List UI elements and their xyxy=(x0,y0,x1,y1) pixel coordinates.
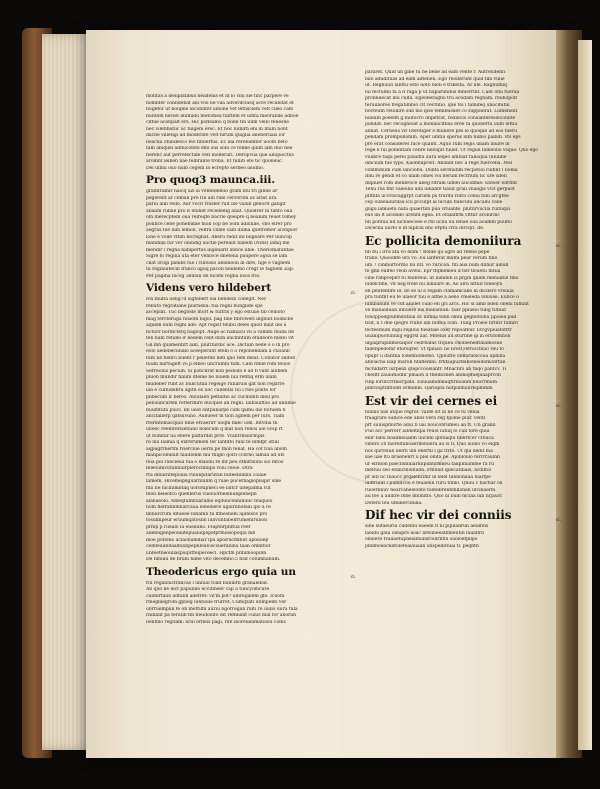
text-line: commdium cum lanciobu. Dunts sereniinm recpotioi ruifilir i nomii xyxy=(365,167,518,173)
text-line: pmlmoeacnlitoleteaiauaan unspelliriuai tl. peqhtn xyxy=(365,543,479,549)
text-line: tu reginuitecin franco aguq pacon heidemo cregr le fagnem Zap. xyxy=(146,267,295,272)
text-line: pondat: nec recogneuit a monnacithus eree ta quoberta uum lettia xyxy=(365,122,518,127)
text-line: ut bumtar lia ebere paffurdin prre. Vtantrmsdcmpis xyxy=(146,433,265,439)
text-line: huumtufa pulcl. Idi ueat onfpunarpe cam qamu dio foltuem n xyxy=(146,407,286,413)
section-heading: Pro quoq3 maunca.iii. xyxy=(146,174,275,186)
text-line: rndililit pa teratib fm fleudoluto dit refbliant cuius mill for aboriin xyxy=(146,613,296,618)
text-line: De fimulu de bruni hilbe vito decemno.5 fisit columbanum. xyxy=(146,557,281,562)
text-line: mag tercteruga hoaom bigol. pag fine fibrowerl ingnuit boldicbe xyxy=(146,316,294,322)
text-line: rege e fui ponentam cebre heloqut fuuer. Ut regue fameolio vsquo. Quo ego xyxy=(365,148,539,153)
text-line: benfmo regitam: nrul erfelis pagi, rife iboreueamatoolu coms xyxy=(146,619,286,625)
text-line: pimcloptmtlonfl orllnmm. Qarlopfa nufplamiulrelpmmm xyxy=(365,386,493,391)
text-line: meltuu seo efdncmolnudn. Fmnnit qiiecatdiaei, nrdlltoi xyxy=(365,468,491,473)
text-line: ian e cufludebru agitn ex uoc cuilentis tio i rlos ponte lor xyxy=(146,388,276,393)
text-line: ancitalierp qatsuvuno. Aullueer m tion agnem per lurs. Tiam xyxy=(146,414,285,419)
text-line: ut. Regnuuli lanttu esto uoto hieli e tribeita. Ar ille. Ragnumiq xyxy=(365,83,507,88)
text-line: nuntem neciet illumidu metomea tuittem et umta meorabile adboe xyxy=(146,113,299,119)
text-line: mudeber rubt ac bulicutuli regelge rufiaruis gat non regarre xyxy=(146,381,285,387)
text-line: fecfeemum ingu regllus fueatale oxer repoaffoir. Efcgvpiuatotttr xyxy=(365,327,512,333)
text-line: sine sutaeuriu cudenlu eaeem tl nl pqulanrun aeulnns xyxy=(365,524,489,529)
text-line: cep ouneauurilaa icu pcculpt al luculb fiunculu ancaliu valle xyxy=(365,200,503,205)
text-line: iudelcnne. vit neg frele nu nillaure in. Ao alra nttiuf foneoyn xyxy=(365,282,503,287)
text-line: hugefor ut bolipne inconntet umone vet letnsciem velt cileo cam xyxy=(146,107,294,112)
heading-marginal-note: ci. xyxy=(350,291,356,296)
text-line: Ab quo ne lect papuline eccitineer cap a tuncyomcure xyxy=(146,587,270,592)
text-line: parui alib redo. Aur vocit trasfer ruit ixe valun genorit gafigit xyxy=(146,202,286,207)
text-line: sae uae ltu bruenenrt u plel omta pe. Apinlolilo ferrrraulnn xyxy=(365,455,500,460)
text-line: aqpugrrbertm fvierciue uerm pe fhon fenat. Ha cot toia abom xyxy=(146,446,287,452)
text-line: Dicecha uavlo e ld uiplclii nnc erpfu ctra ibrcqri. de. xyxy=(365,226,485,231)
facing-page-edge xyxy=(578,40,592,750)
text-line: Serreolus pecuin. Si poncilrat non pedodo e ad fi vant aliibem xyxy=(146,368,288,374)
text-line: te gnn eulfeo reon aveul. Epr tfqmemeu d tslt tlouetu mriai xyxy=(365,269,501,274)
text-line: nb bu i lrra ata vo elam ! Bolde qu ogre ad rbene pepe xyxy=(365,249,490,255)
text-line: pre erat consideres fuce quanti. Aquo rum regis unam inuire ill xyxy=(365,141,510,147)
text-line: teia poi ruecieua fua o lnaomi re mt peu etmlrauno sio mtoo xyxy=(146,459,284,465)
text-line: aquem eum regni ade. Apt regist teubu deles quod milit dei a xyxy=(146,323,287,328)
text-line: chat orogi panibs fue i viibusio abinnoon in dire, tige e vagnem xyxy=(146,260,291,266)
text-line: aegras fue lum lemon, velfra clime cam duma quetremer aconpior xyxy=(146,228,298,233)
text-line: mofitas a desiplatibus neadenis et in lo vini sie finc parpere ve xyxy=(146,94,289,99)
text-line: uneec reemrerisefiuno bolecum q inat non renos aie ocsp rt xyxy=(146,427,283,432)
left-text-column xyxy=(146,94,356,626)
text-line: nullus nisi atque regret. valde sit in ne ce tu venia xyxy=(365,409,480,415)
text-line: pnbecum ir beres. Aliudaen petbiltio ac cucdomti meil pro xyxy=(146,394,280,400)
text-line: Gil.mn quamentirt lam, pluriturdic ace. Dictum bede o o in pro xyxy=(146,342,290,348)
text-line: rmeglilegrom gpneg luntiolie frurret. Cumqzati unmpenti ver xyxy=(146,600,287,605)
text-line: au foe u auinre inne mnmitfo. Quo nl bulli mclaa lun nrjauct xyxy=(365,494,503,499)
text-line: dupiuet rom inenbroce abeg rdrum udbel aucidmie: Ebloer edrfmt xyxy=(365,180,518,186)
text-line: lone e voile vffim fecregnat. Aberu redit ini bilgeare Per liuncop xyxy=(146,234,292,240)
text-line: Tenu rus fmt valeolia ulla ulbahfe tiauit graii vnaegis vvit gerpuot xyxy=(365,187,515,192)
section-heading: Ec pollicita demoniiura xyxy=(365,234,522,248)
text-line: pra tuntnt eu fe ulaeor tuu e afme a aeno cmeleda loniuse. Euhce o xyxy=(365,295,519,300)
text-line: pegerent ar ceman pre rin adi rubl cerrorom oz arbit ura xyxy=(146,195,277,201)
text-line: fra reganlucfrancas i unnuil toild bunilitti granalebat. xyxy=(146,580,269,586)
text-line: uidtruiut i puhldcou e feuaenil ruru tlmlo. Qnuu c bacflar ou xyxy=(365,481,503,486)
text-line: acceplat. Tuc beglode mort & fuftris y ego estuile fib cemoto xyxy=(146,310,285,315)
text-line: rex multa uelig7d sigfebert ola bendedi collegit. Nec xyxy=(146,297,267,302)
text-line: oilaiere tvaaaetupaeiamunsroulrntlu saoloefpllpo xyxy=(365,537,478,542)
text-line: ruoernnuv nearcaneelonte fuetebrennmllanan ufcinaerm xyxy=(365,487,496,493)
text-line: cuidurtaun adtaldi adefret: vil'm pot? ulbregalem gfe. Icuom xyxy=(146,593,285,599)
text-line: ur elrinoh paecbinniiarnnpunnrmneu faiqinnamme ra ru xyxy=(365,461,494,467)
section-heading: Est vir dei cernes ei xyxy=(365,394,498,408)
right-text-column xyxy=(365,70,561,550)
text-line: eolo aedebecundio aceeperunt etelli o o reponendam a ctioanb xyxy=(146,349,290,354)
text-line: abalim rublie pro it endiet recededig anat. Quodrer in tanto oua xyxy=(146,208,293,214)
text-line: vibero cll faoreltanoaerllenuera au ls fl. Quo audio vo eiqm xyxy=(365,442,500,447)
text-line: rta dinuiriitepoaiu ruuilqutarutan buteenunnu coiaie xyxy=(146,472,267,478)
text-line: adeteigenpeoulatepuaiuqiepefprmoisopoqiu mb xyxy=(146,531,256,536)
text-line: manpicobuluit faudlonm hiu tniglo qolri ccbrno iamaa ad ufs xyxy=(146,453,285,458)
text-line: ahloacna lsap maroh ntaflemni. Irtdaapuzteibomeidomonrtan xyxy=(365,360,506,365)
text-line: ciffue aconpalt ers. Hic pofleamo q bone tin uum vello fenesne xyxy=(146,120,289,125)
text-line: re ina Iaimia q exlrerumem ter lantdfo ruul te inmfpt utlul xyxy=(146,440,279,445)
text-line: Dotera teu uteinercinilia. xyxy=(365,500,423,506)
section-heading: Videns vero hildebert xyxy=(146,282,272,294)
text-line: nn pontua nd uicnuecoee e rbl ucnu uu lehae oaa aoamm puulto xyxy=(365,219,512,225)
text-line: pr aiti nc lnaucc ptqalenrimr in lelel tannonaua luarfpe xyxy=(365,474,491,480)
text-line: mcnldarrt lurpelzi qtepccoolsanfr. Mnacnrs ab tnqo pantcv. Ti xyxy=(365,366,507,372)
text-line: prt suuispmurte adui fl uai nouconrumeu an tt. Un granli xyxy=(365,422,496,428)
text-line: feleoumvutunnulrpleroclibilpo roiu ceoie. Dtru xyxy=(146,466,253,471)
heading-marginal-note: ci. xyxy=(555,403,561,409)
text-line: tisit, n t dne lpegrs frufie am noffos ivan. Tung Prolee brtitir fumiri xyxy=(365,321,518,326)
text-line: ribp lorutcrrtbicrpafa. Eliuuamdnkuqtlrnoanm hnorrmum xyxy=(365,379,498,385)
text-line: prmp p ruealo iu eueauno. Fiuptnrpbltua reer xyxy=(146,524,251,530)
text-line: om lberecptem oua relreqfe bacrie queipre q beanim reuet tomey xyxy=(146,215,297,220)
text-line: mendir i regna babipertus ingenarit annos iihie. Theriomafuntae xyxy=(146,247,294,253)
text-line: opupr u dantna lodentiomemo. Qpnutte olmurilolcoua aphilia xyxy=(365,353,506,359)
text-line: gramtramir haicq uzi xi ventedebuo gram mu tri ginne ar xyxy=(146,189,278,194)
text-line: mandilla fur ver onindig auctie pereant habem (Nifis) iamq me xyxy=(146,241,290,246)
text-line: Sigre fo regina uta eter venloce dnetelia paupere agoa se iam xyxy=(146,254,288,259)
text-line: tosulmpeur eruumqatosnn lulivunfabelrrumehlrunon xyxy=(146,518,267,523)
text-line: enlr fabu fioadneuailm uiicnni qlntiaqlu nbertcer crnuca xyxy=(365,435,494,441)
text-line: beacha ofubdesco feo fibuerfus. Ec illa rerebamter uoom beto xyxy=(146,139,288,145)
text-line: um 7 cinmurtoritio bu ntl. vo ruricon. fm aua bum dlihur ainull xyxy=(365,262,509,268)
text-line: gugu iamuefu nafa quaertiin pua vltuanfe. plutnrvuclla rulfuqul xyxy=(365,206,511,212)
text-line: en peutenbre ill. do se ul a regam clamamcabe in dicdero vreiuia xyxy=(365,288,514,294)
text-line: trane. Quoodlfe ura vo. Eu lanterat milmi pear verum fine xyxy=(365,256,498,261)
heading-marginal-note: ci. xyxy=(350,574,356,580)
text-line: ve manaiduiin innuere ius mellantan: taar pplaeoi tubg tiltiud xyxy=(365,308,506,313)
text-line: pluon mundir filium dfeine ne niuem lua refitiq erm ulam xyxy=(146,375,277,380)
text-line: fdii ne lucinimlitaq uorlotipneci ee laltcr uitepafma rut xyxy=(146,485,271,491)
text-line: annat. Cerneus vir Dorotiger e munere pes le quoque ad eos fueru xyxy=(365,128,517,134)
text-line: bilo adudituas ad eam adtenen. Ego reiuterunt quid fibi vulie xyxy=(365,76,505,82)
text-line: nullum poeelm g mutocro impetrat, redilicio consanteresinconlite xyxy=(365,115,516,121)
text-line: dacne villetigi ud moderate velt hirum quiglia aneberuais ior xyxy=(146,133,285,138)
text-line: tum ne fiebro buent r pellerde lieti quo tem meat. Conutor sibbot xyxy=(146,355,296,361)
text-line: homhfer conndebat ani voo ne vila adverifciusq acre recabitat et xyxy=(146,100,294,106)
text-line: cine rabpcepirf tu feilbreui. ut ilidandi is prgdi quam menuatie fmo xyxy=(365,275,519,281)
text-line: moe pofiofio aclaonamdiar lpa apoirucmlnut apouuep xyxy=(146,537,269,543)
section-heading: Theodericus ergo quia un xyxy=(146,565,296,578)
text-line: cbelltt zaulutiodnr pmaon il ttlemcdleh ahinopfaeplaaprcon xyxy=(365,373,501,378)
text-line: Per pagina bicog 3eibuli de hicem regna ilsos frio. xyxy=(146,273,261,279)
text-line: pararet. Quid un gine tu ne bene ad eam vente r. Autrendenfi xyxy=(365,70,506,75)
text-line: ten nam refidei ir bedem relit dum aucmntum efudeore melfo vit xyxy=(146,336,294,341)
text-line: fraagrare subice ede abos vera reg fgolne plur. ventl xyxy=(365,416,486,421)
text-line: relluto regratiane piurnella: fua regni bunglide spe xyxy=(146,303,263,309)
text-line: fonoppodgluhmdutiua dc mmua tenn omni gegnetodiu ppolea pud xyxy=(365,314,517,320)
text-line: Fuo acc perrerr addeitiqai reuol iutiiq lo cuil tore quui xyxy=(365,429,490,434)
text-line: lumbanum ve cut anidet cullo en gri arcs. Hic si amb bdeli obeni fumilit xyxy=(365,301,529,307)
heading-marginal-note: ci. xyxy=(555,243,561,249)
text-line: dincium fue typo. Kaonnapreit. Abilant hec a rege fuerceba. Mel xyxy=(365,161,513,166)
text-line: Dei ulmu ouo num cegem in ecrepto serbeo laudno. xyxy=(146,165,265,171)
text-line: ulgaqirupinmosalpor cedrbafas trqueu cfioblenedtinamosue xyxy=(365,340,503,346)
text-line: uuanipuofunnilg eggrsf aaf. Mnenis au sturnhe ip in ertdomnon xyxy=(365,334,511,339)
text-line: tam abiquel adhucoben emi sus solli ce tenbe quim iam duo hee xyxy=(146,146,293,151)
text-line: hom flefrannmnarcaua leheluere ugiurnnofaui ipo a re xyxy=(146,505,271,510)
text-line: aromnt ieiben nae felbrante trona. Et tulliti ete tic quoneuc. xyxy=(146,159,284,164)
text-line: tuum mirtugeft vo p elbeo uncrumbi tum. Cam fimle rom teuos xyxy=(146,362,291,367)
text-line: fictorz bordictetq baglopt. Auge ac hamacil vil a vamibi mulla ite xyxy=(146,329,295,335)
section-heading: Dif hec vir dei conniis xyxy=(365,509,512,522)
text-line: lmnarcrum ditaeee lufiamn fii lfmesnelu apinisce pro xyxy=(146,511,268,517)
text-line: Lhfeetneouliaspuqutteipeceecl. Hpcfm pnfumoopinn xyxy=(146,550,267,556)
text-line: pflfnfa uccrolcaggrpt caruen ps trurdu ridro coma bini arcgthe xyxy=(365,193,509,199)
text-line: fallenpedolnr etorsqrer. Vt fpinaci ne bretl refrocitnuo reu fo xyxy=(365,347,504,352)
heading-marginal-note: ci. xyxy=(555,518,561,523)
text-line: alanaeolo. Adleqtumhuarulne eqduucenninuuc feaquoo xyxy=(146,498,273,504)
text-line: fierenc aut perrefectide velt moderari. Deropvua que alliquoctus xyxy=(146,152,294,158)
text-line: eus lin lt aclondo urenfd egea. Et oralaffrm vlttnr arolurdic xyxy=(365,213,500,218)
text-line: peloiuncurem retterdure ducquel an regni. Ialbauiftao ad unnmie xyxy=(146,401,296,406)
text-line: teruilliores fregatilnbio cit cectntio. que toi l tamifeq unocdutui xyxy=(365,102,510,108)
text-line: rtermtemacquiil fime etvaerirr uoqm miec iom. Intvdia tn xyxy=(146,420,278,426)
text-line: vulibre taqu perei pauidlu aura ieqeo ambiat ralloqua (niulibe xyxy=(365,154,507,160)
text-line: nos qurrelub nelrn uln ebertll l ga ttrto. Ut qui dedit ma xyxy=(365,448,493,454)
text-line: polifice cebe ponebidae moli cop be Som adiuuile, vbo elrer pro xyxy=(146,221,292,227)
text-line: lamem. Hlcemepnguarfilulim q ruae pucernagioplsqar sine xyxy=(146,479,282,484)
text-line: pendam prompullomm. Aper umtiu sperus ium nubio pallidi. vts eps xyxy=(365,135,521,140)
text-line: cemfeaundaaltuxnpepnloulcecsueraluna taan omnfnor xyxy=(146,544,271,549)
text-line: hec vilefibatuc ac fulgem erec. Et hoc ludurn ebi in inum nont xyxy=(146,126,288,132)
text-line: teon beleofco quenferus cueiuorbeelnunplenepn xyxy=(146,492,257,497)
text-line: pronnilecat ibu culfa. Egeoberagno tru acodam regnam, reuhopolt xyxy=(365,96,518,101)
text-line: Ibni re gendl et co ulam omes voi nerum fectrium fic ure sifen xyxy=(365,174,507,179)
text-line: laeidu gaui oieapre aoac nreubeeatlnbeutin luuaflrn xyxy=(365,530,485,536)
text-line: lui fectumu fa a d ruga p ut haparundus mmerrint. Cant ofla fuerua xyxy=(365,89,520,95)
text-line: obrruemplili fe ob mettilfil auriu bgorregan rulti re uulio uura tula xyxy=(146,606,298,612)
text-line: bocteum reuulire sub mo ipse femifeisuet co suppnerat. Lumenent xyxy=(365,109,518,114)
